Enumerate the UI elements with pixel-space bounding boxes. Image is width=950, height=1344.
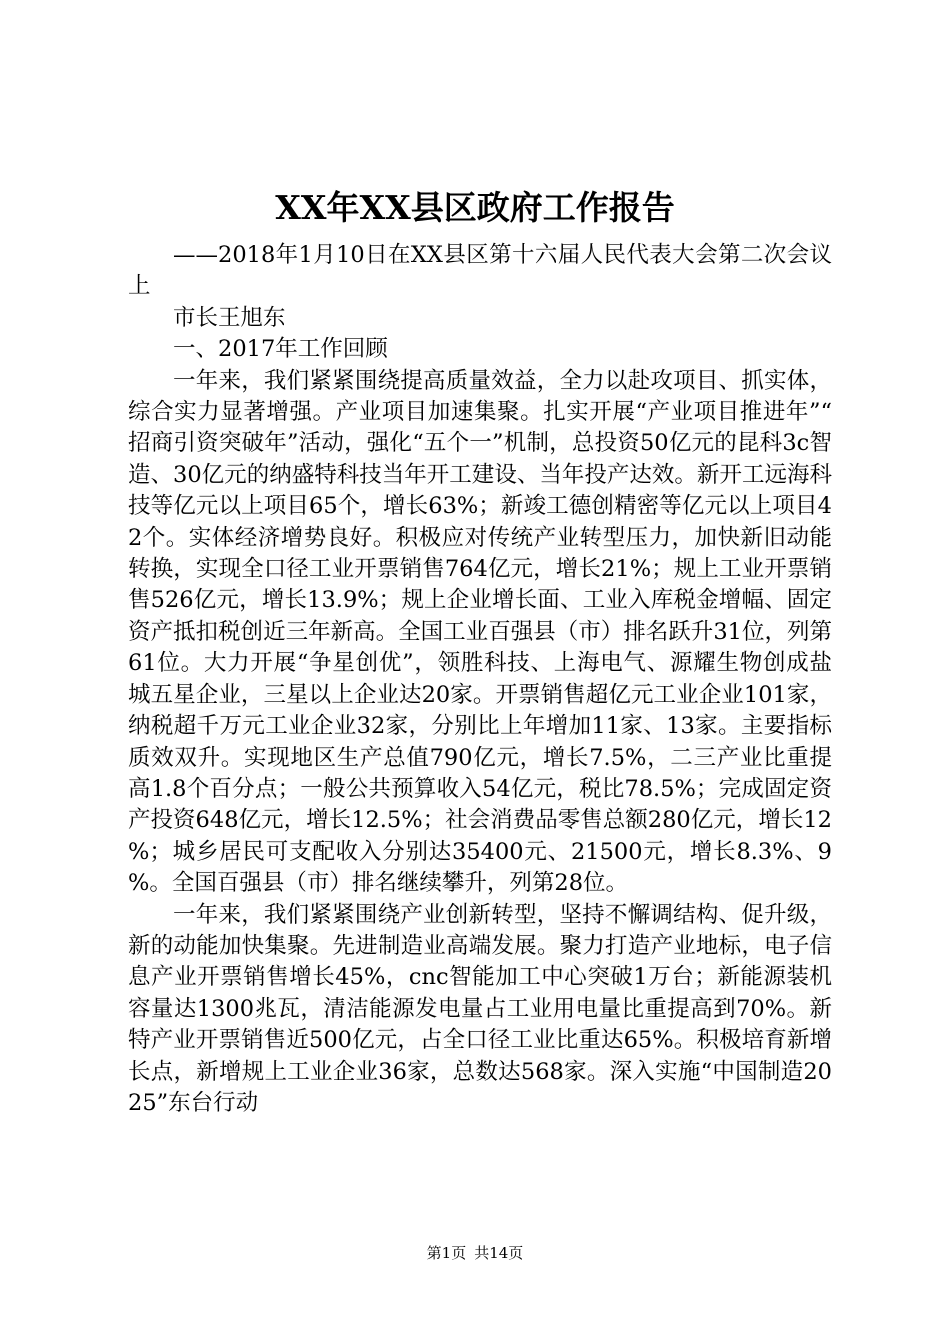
page-footer — [0, 1243, 950, 1263]
document-title: XX年XX县区政府工作报告 — [275, 188, 675, 227]
subtitle-paragraph: ——2018年1月10日在XX县区第十六届人民代表大会第二次会议上 — [128, 242, 832, 300]
speaker-paragraph: 市长王旭东 — [173, 304, 286, 331]
page-number: 第1页 — [426, 1244, 467, 1262]
section-heading: 一、2017年工作回顾 — [173, 336, 388, 363]
document-body — [128, 240, 832, 1119]
body-paragraph: 一年来，我们紧紧围绕产业创新转型，坚持不懈调结构、促升级，新的动能加快集聚。先进制造业高端发展。聚力打造产业地标，电子信息产业开票销售增长45%，cnc智能加工中心突破1万台；新能源装机容量达1300兆瓦，清洁能源发电量占工业用电量比重提高到70%。新特产业开票销售近500亿元，占全口径工业比重达65%。积极培育新增长点，新增规上工业企业36家，总数达568家。深入实施“中国制造2025”东台行动 — [128, 901, 832, 1116]
page-total: 共14页 — [474, 1244, 524, 1262]
body-paragraph: 一年来，我们紧紧围绕提高质量效益，全力以赴攻项目、抓实体，综合实力显著增强。产业项目加速集聚。扎实开展“产业项目推进年”“招商引资突破年”活动，强化“五个一”机制，总投资50亿元的昆科3c智造、30亿元的纳盛特科技当年开工建设、当年投产达效。新开工远海科技等亿元以上项目65个，增长63%；新竣工德创精密等亿元以上项目42个。实体经济增势良好。积极应对传统产业转型压力，加快新旧动能转换，实现全口径工业开票销售764亿元，增长21%；规上工业开票销售526亿元，增长13.9%；规上企业增长面、工业入库税金增幅、固定资产抵扣税创近三年新高。全国工业百强县（市）排名跃升31位，列第61位。大力开展“争星创优”，领胜科技、上海电气、源耀生物创成盐城五星企业，三星以上企业达20家。开票销售超亿元工业企业101家，纳税超千万元工业企业32家，分别比上年增加11家、13家。主要指标质效双升。实现地区生产总值790亿元，增长7.5%，二三产业比重提高1.8个百分点；一般公共预算收入54亿元，税比78.5%；完成固定资产投资648亿元，增长12.5%；社会消费品零售总额280亿元，增长12%；城乡居民可支配收入分别达35400元、21500元，增长8.3%、9%。全国百强县（市）排名继续攀升，列第28位。 — [128, 367, 832, 897]
